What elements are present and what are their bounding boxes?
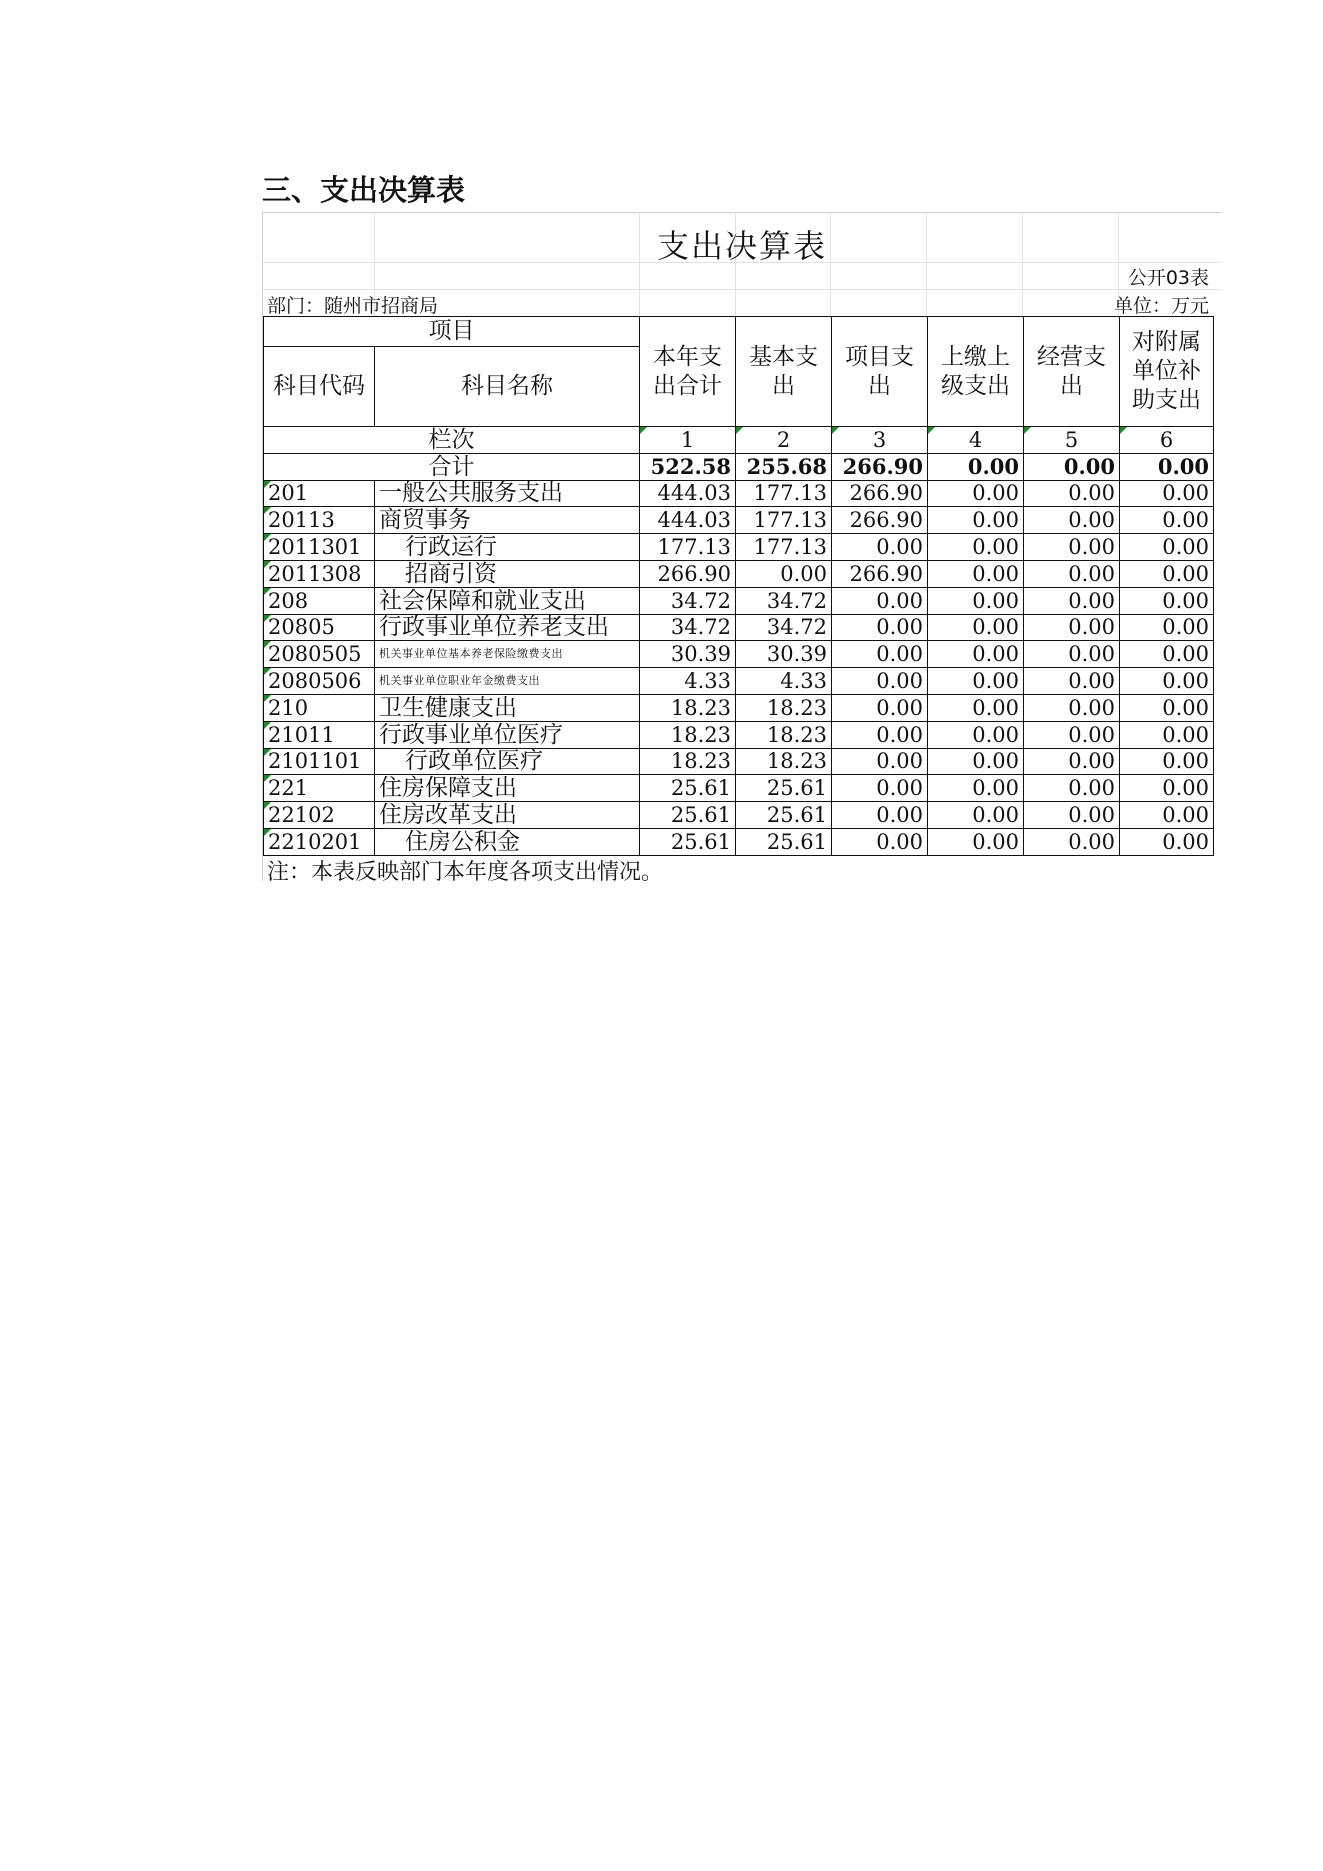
amount-cell: 34.72 [640,587,736,614]
subject-code-cell: 210 [264,694,375,721]
amount-cell: 0.00 [832,828,928,855]
amount-cell: 0.00 [928,587,1024,614]
amount-cell: 0.00 [1120,721,1214,748]
table-row [264,775,1214,802]
amount-cell: 0.00 [1120,641,1214,668]
amount-cell: 4.33 [736,668,832,695]
subject-code-cell: 208 [264,587,375,614]
amount-cell: 0.00 [1024,560,1120,587]
amount-cell: 25.61 [640,775,736,802]
subject-code-cell: 2011308 [264,560,375,587]
amount-cell: 0.00 [1120,802,1214,829]
amount-cell: 0.00 [928,668,1024,695]
header-col-3: 项目支出 [832,317,928,427]
amount-cell: 0.00 [1024,721,1120,748]
table-row [264,507,1214,534]
subject-name-cell: 行政单位医疗 [375,748,640,775]
amount-cell: 0.00 [1024,641,1120,668]
amount-cell: 0.00 [832,641,928,668]
subject-code-cell: 2080506 [264,668,375,695]
subject-name-cell: 行政事业单位养老支出 [375,614,640,641]
amount-cell: 0.00 [928,560,1024,587]
index-row [264,427,1214,454]
amount-cell: 266.90 [832,560,928,587]
header-col-6: 对附属单位补助支出 [1120,317,1214,427]
total-cell: 0.00 [928,453,1024,480]
amount-cell: 4.33 [640,668,736,695]
index-cell: 5 [1024,427,1120,454]
header-name: 科目名称 [375,347,640,427]
amount-cell: 18.23 [736,694,832,721]
amount-cell: 0.00 [1024,802,1120,829]
amount-cell: 0.00 [928,721,1024,748]
table-row [264,480,1214,507]
amount-cell: 0.00 [1024,534,1120,561]
table-row [264,828,1214,855]
subject-name-cell: 行政运行 [375,534,640,561]
amount-cell: 0.00 [928,480,1024,507]
subject-code-cell: 2210201 [264,828,375,855]
table-row [264,614,1214,641]
amount-cell: 0.00 [1024,587,1120,614]
index-cell: 2 [736,427,832,454]
amount-cell: 444.03 [640,480,736,507]
amount-cell: 0.00 [1120,694,1214,721]
amount-cell: 0.00 [1024,480,1120,507]
amount-cell: 0.00 [1024,614,1120,641]
amount-cell: 0.00 [1024,775,1120,802]
amount-cell: 0.00 [1120,534,1214,561]
amount-cell: 266.90 [832,480,928,507]
amount-cell: 0.00 [1120,507,1214,534]
amount-cell: 0.00 [1120,560,1214,587]
subject-code-cell: 20113 [264,507,375,534]
amount-cell: 0.00 [1120,587,1214,614]
header-col-5: 经营支出 [1024,317,1120,427]
gridline [263,289,1221,290]
amount-cell: 0.00 [1024,748,1120,775]
amount-cell: 0.00 [928,694,1024,721]
table-row [264,802,1214,829]
subject-name-cell: 商贸事务 [375,507,640,534]
amount-cell: 266.90 [832,507,928,534]
amount-cell: 0.00 [928,748,1024,775]
subject-code-cell: 2011301 [264,534,375,561]
table-row [264,587,1214,614]
subject-name-cell: 机关事业单位基本养老保险缴费支出 [375,641,640,668]
header-col-2: 基本支出 [736,317,832,427]
table-row [264,668,1214,695]
subject-name-cell: 住房改革支出 [375,802,640,829]
total-cell: 255.68 [736,453,832,480]
amount-cell: 177.13 [736,480,832,507]
subject-name-cell: 住房保障支出 [375,775,640,802]
amount-cell: 0.00 [1024,828,1120,855]
spreadsheet-area [262,212,1221,885]
amount-cell: 0.00 [928,534,1024,561]
unit-label: 单位：万元 [1113,295,1209,317]
amount-cell: 0.00 [1120,480,1214,507]
subject-name-cell: 行政事业单位医疗 [375,721,640,748]
amount-cell: 0.00 [832,614,928,641]
amount-cell: 0.00 [1120,668,1214,695]
table-row [264,694,1214,721]
amount-cell: 0.00 [1024,694,1120,721]
amount-cell: 34.72 [640,614,736,641]
amount-cell: 0.00 [1024,507,1120,534]
header-code: 科目代码 [264,347,375,427]
index-label: 栏次 [264,427,640,454]
total-cell: 0.00 [1120,453,1214,480]
total-cell: 0.00 [1024,453,1120,480]
amount-cell: 0.00 [1120,614,1214,641]
amount-cell: 0.00 [928,641,1024,668]
amount-cell: 25.61 [736,802,832,829]
amount-cell: 0.00 [1024,668,1120,695]
subject-code-cell: 2101101 [264,748,375,775]
subject-code-cell: 221 [264,775,375,802]
amount-cell: 0.00 [832,668,928,695]
expenditure-table [263,316,1214,856]
total-label: 合计 [264,453,640,480]
subject-name-cell: 住房公积金 [375,828,640,855]
amount-cell: 34.72 [736,614,832,641]
table-row [264,560,1214,587]
index-cell: 3 [832,427,928,454]
header-col-4: 上缴上级支出 [928,317,1024,427]
amount-cell: 18.23 [736,721,832,748]
table-body [264,480,1214,855]
amount-cell: 0.00 [832,694,928,721]
table-row [264,721,1214,748]
form-code: 公开03表 [1127,267,1209,289]
amount-cell: 0.00 [928,802,1024,829]
amount-cell: 30.39 [640,641,736,668]
subject-name-cell: 招商引资 [375,560,640,587]
amount-cell: 177.13 [736,507,832,534]
amount-cell: 30.39 [736,641,832,668]
subject-name-cell: 卫生健康支出 [375,694,640,721]
amount-cell: 0.00 [928,775,1024,802]
amount-cell: 444.03 [640,507,736,534]
subject-code-cell: 22102 [264,802,375,829]
amount-cell: 0.00 [832,587,928,614]
total-row [264,453,1214,480]
subject-code-cell: 2080505 [264,641,375,668]
subject-code-cell: 201 [264,480,375,507]
subject-code-cell: 20805 [264,614,375,641]
amount-cell: 25.61 [736,775,832,802]
total-cell: 522.58 [640,453,736,480]
amount-cell: 0.00 [832,721,928,748]
amount-cell: 0.00 [1120,775,1214,802]
amount-cell: 0.00 [928,614,1024,641]
amount-cell: 18.23 [640,721,736,748]
amount-cell: 0.00 [832,534,928,561]
amount-cell: 0.00 [832,802,928,829]
amount-cell: 34.72 [736,587,832,614]
amount-cell: 0.00 [1120,748,1214,775]
index-cell: 1 [640,427,736,454]
amount-cell: 0.00 [736,560,832,587]
index-cell: 6 [1120,427,1214,454]
sheet-title: 支出决算表 [656,227,827,265]
table-row [264,748,1214,775]
subject-name-cell: 社会保障和就业支出 [375,587,640,614]
amount-cell: 266.90 [640,560,736,587]
header-col-1: 本年支出合计 [640,317,736,427]
header-project: 项目 [264,317,640,347]
subject-name-cell: 一般公共服务支出 [375,480,640,507]
section-title: 三、支出决算表 [262,173,466,207]
total-cell: 266.90 [832,453,928,480]
subject-code-cell: 21011 [264,721,375,748]
amount-cell: 18.23 [736,748,832,775]
amount-cell: 0.00 [928,507,1024,534]
table-row [264,534,1214,561]
amount-cell: 0.00 [832,748,928,775]
amount-cell: 0.00 [1120,828,1214,855]
table-row [264,641,1214,668]
table-note: 注：本表反映部门本年度各项支出情况。 [267,860,664,885]
amount-cell: 0.00 [928,828,1024,855]
department-label: 部门：随州市招商局 [267,295,439,317]
subject-name-cell: 机关事业单位职业年金缴费支出 [375,668,640,695]
amount-cell: 18.23 [640,694,736,721]
amount-cell: 25.61 [640,828,736,855]
amount-cell: 0.00 [832,775,928,802]
amount-cell: 177.13 [736,534,832,561]
amount-cell: 177.13 [640,534,736,561]
index-cell: 4 [928,427,1024,454]
amount-cell: 25.61 [640,802,736,829]
amount-cell: 18.23 [640,748,736,775]
amount-cell: 25.61 [736,828,832,855]
